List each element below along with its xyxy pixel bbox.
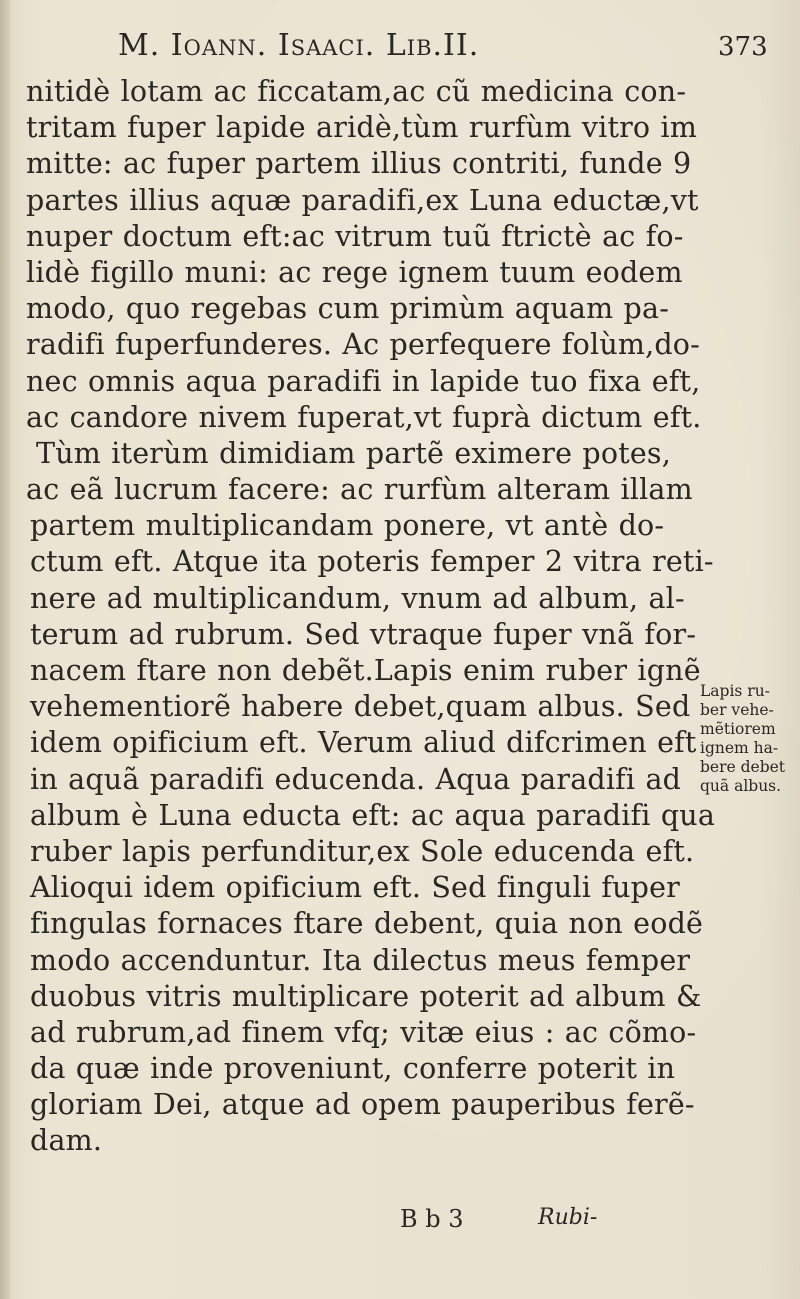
text-line: dam. bbox=[30, 1124, 103, 1158]
text-line: nec omnis aqua paradifi in lapide tuo fixa eft, bbox=[26, 364, 701, 398]
margin-note-line: ber vehe- bbox=[700, 701, 774, 719]
catchword: Rubi- bbox=[538, 1205, 598, 1230]
text-line: ac eã lucrum facere: ac rurfùm alteram illam bbox=[26, 473, 693, 507]
text-line: album è Luna educta eft: ac aqua paradifi qua bbox=[30, 798, 716, 832]
text-line: ruber lapis perfunditur,ex Sole educenda eft. bbox=[30, 834, 695, 868]
text-line: duobus vitris multiplicare poterit ad album & bbox=[30, 979, 702, 1013]
text-line: modo, quo regebas cum primùm aquam pa- bbox=[26, 292, 670, 326]
text-line: vehementiorẽ habere debet,quam albus. Sed bbox=[30, 690, 691, 724]
text-line: mitte: ac fuper partem illius contriti, funde 9 bbox=[26, 147, 692, 181]
margin-note-line: Lapis ru- bbox=[700, 682, 770, 700]
text-line: radifi fuperfunderes. Ac perfequere folùm,do- bbox=[26, 328, 700, 362]
text-line: tritam fuper lapide aridè,tùm rurfùm vitro im bbox=[26, 111, 698, 145]
text-line: modo accenduntur. Ita dilectus meus femper bbox=[30, 943, 691, 977]
text-line: nere ad multiplicandum, vnum ad album, al- bbox=[30, 581, 685, 615]
body-text bbox=[26, 74, 716, 1160]
page-number: 373 bbox=[718, 32, 768, 62]
text-line: in aquã paradifi educenda. Aqua paradifi ad bbox=[30, 762, 682, 796]
running-head: M. Ioann. Isaaci. Lib.II. bbox=[118, 28, 480, 63]
text-line: ac candore nivem fuperat,vt fuprà dictum eft. bbox=[26, 400, 702, 434]
text-line: Tùm iterùm dimidiam partẽ eximere potes, bbox=[36, 436, 672, 470]
text-line: gloriam Dei, atque ad opem pauperibus ferẽ- bbox=[30, 1088, 695, 1122]
margin-note-line: bere debet bbox=[700, 758, 786, 776]
page-gutter bbox=[0, 0, 10, 1299]
text-line: terum ad rubrum. Sed vtraque fuper vnã for- bbox=[30, 617, 697, 651]
text-line: ad rubrum,ad finem vfq; vitæ eius : ac cõmo- bbox=[30, 1015, 697, 1049]
text-line: Alioqui idem opificium eft. Sed finguli fuper bbox=[30, 871, 680, 905]
text-line: idem opificium eft. Verum aliud difcrimen eft bbox=[30, 726, 697, 760]
text-line: da quæ inde proveniunt, conferre poterit in bbox=[30, 1052, 676, 1086]
text-line: partes illius aquæ paradifi,ex Luna eductæ,vt bbox=[26, 183, 699, 217]
text-line: fingulas fornaces ftare debent, quia non eodẽ bbox=[30, 907, 704, 941]
margin-note-line: quã albus. bbox=[700, 777, 782, 795]
signature-mark: B b 3 bbox=[400, 1205, 464, 1233]
marginal-note bbox=[700, 682, 800, 796]
text-line: nacem ftare non debẽt.Lapis enim ruber ignẽ bbox=[30, 654, 701, 687]
text-line: nitidè lotam ac ficcatam,ac cũ medicina con- bbox=[26, 75, 687, 108]
margin-note-line: ignem ha- bbox=[700, 739, 779, 757]
text-line: ctum eft. Atque ita poteris femper 2 vitra reti- bbox=[30, 545, 714, 579]
text-line: partem multiplicandam ponere, vt antè do- bbox=[30, 509, 665, 543]
text-line: lidè figillo muni: ac rege ignem tuum eodem bbox=[26, 255, 683, 289]
text-line: nuper doctum eft:ac vitrum tuũ ftrictè ac fo- bbox=[26, 219, 684, 253]
margin-note-line: mẽtiorem bbox=[700, 720, 776, 738]
